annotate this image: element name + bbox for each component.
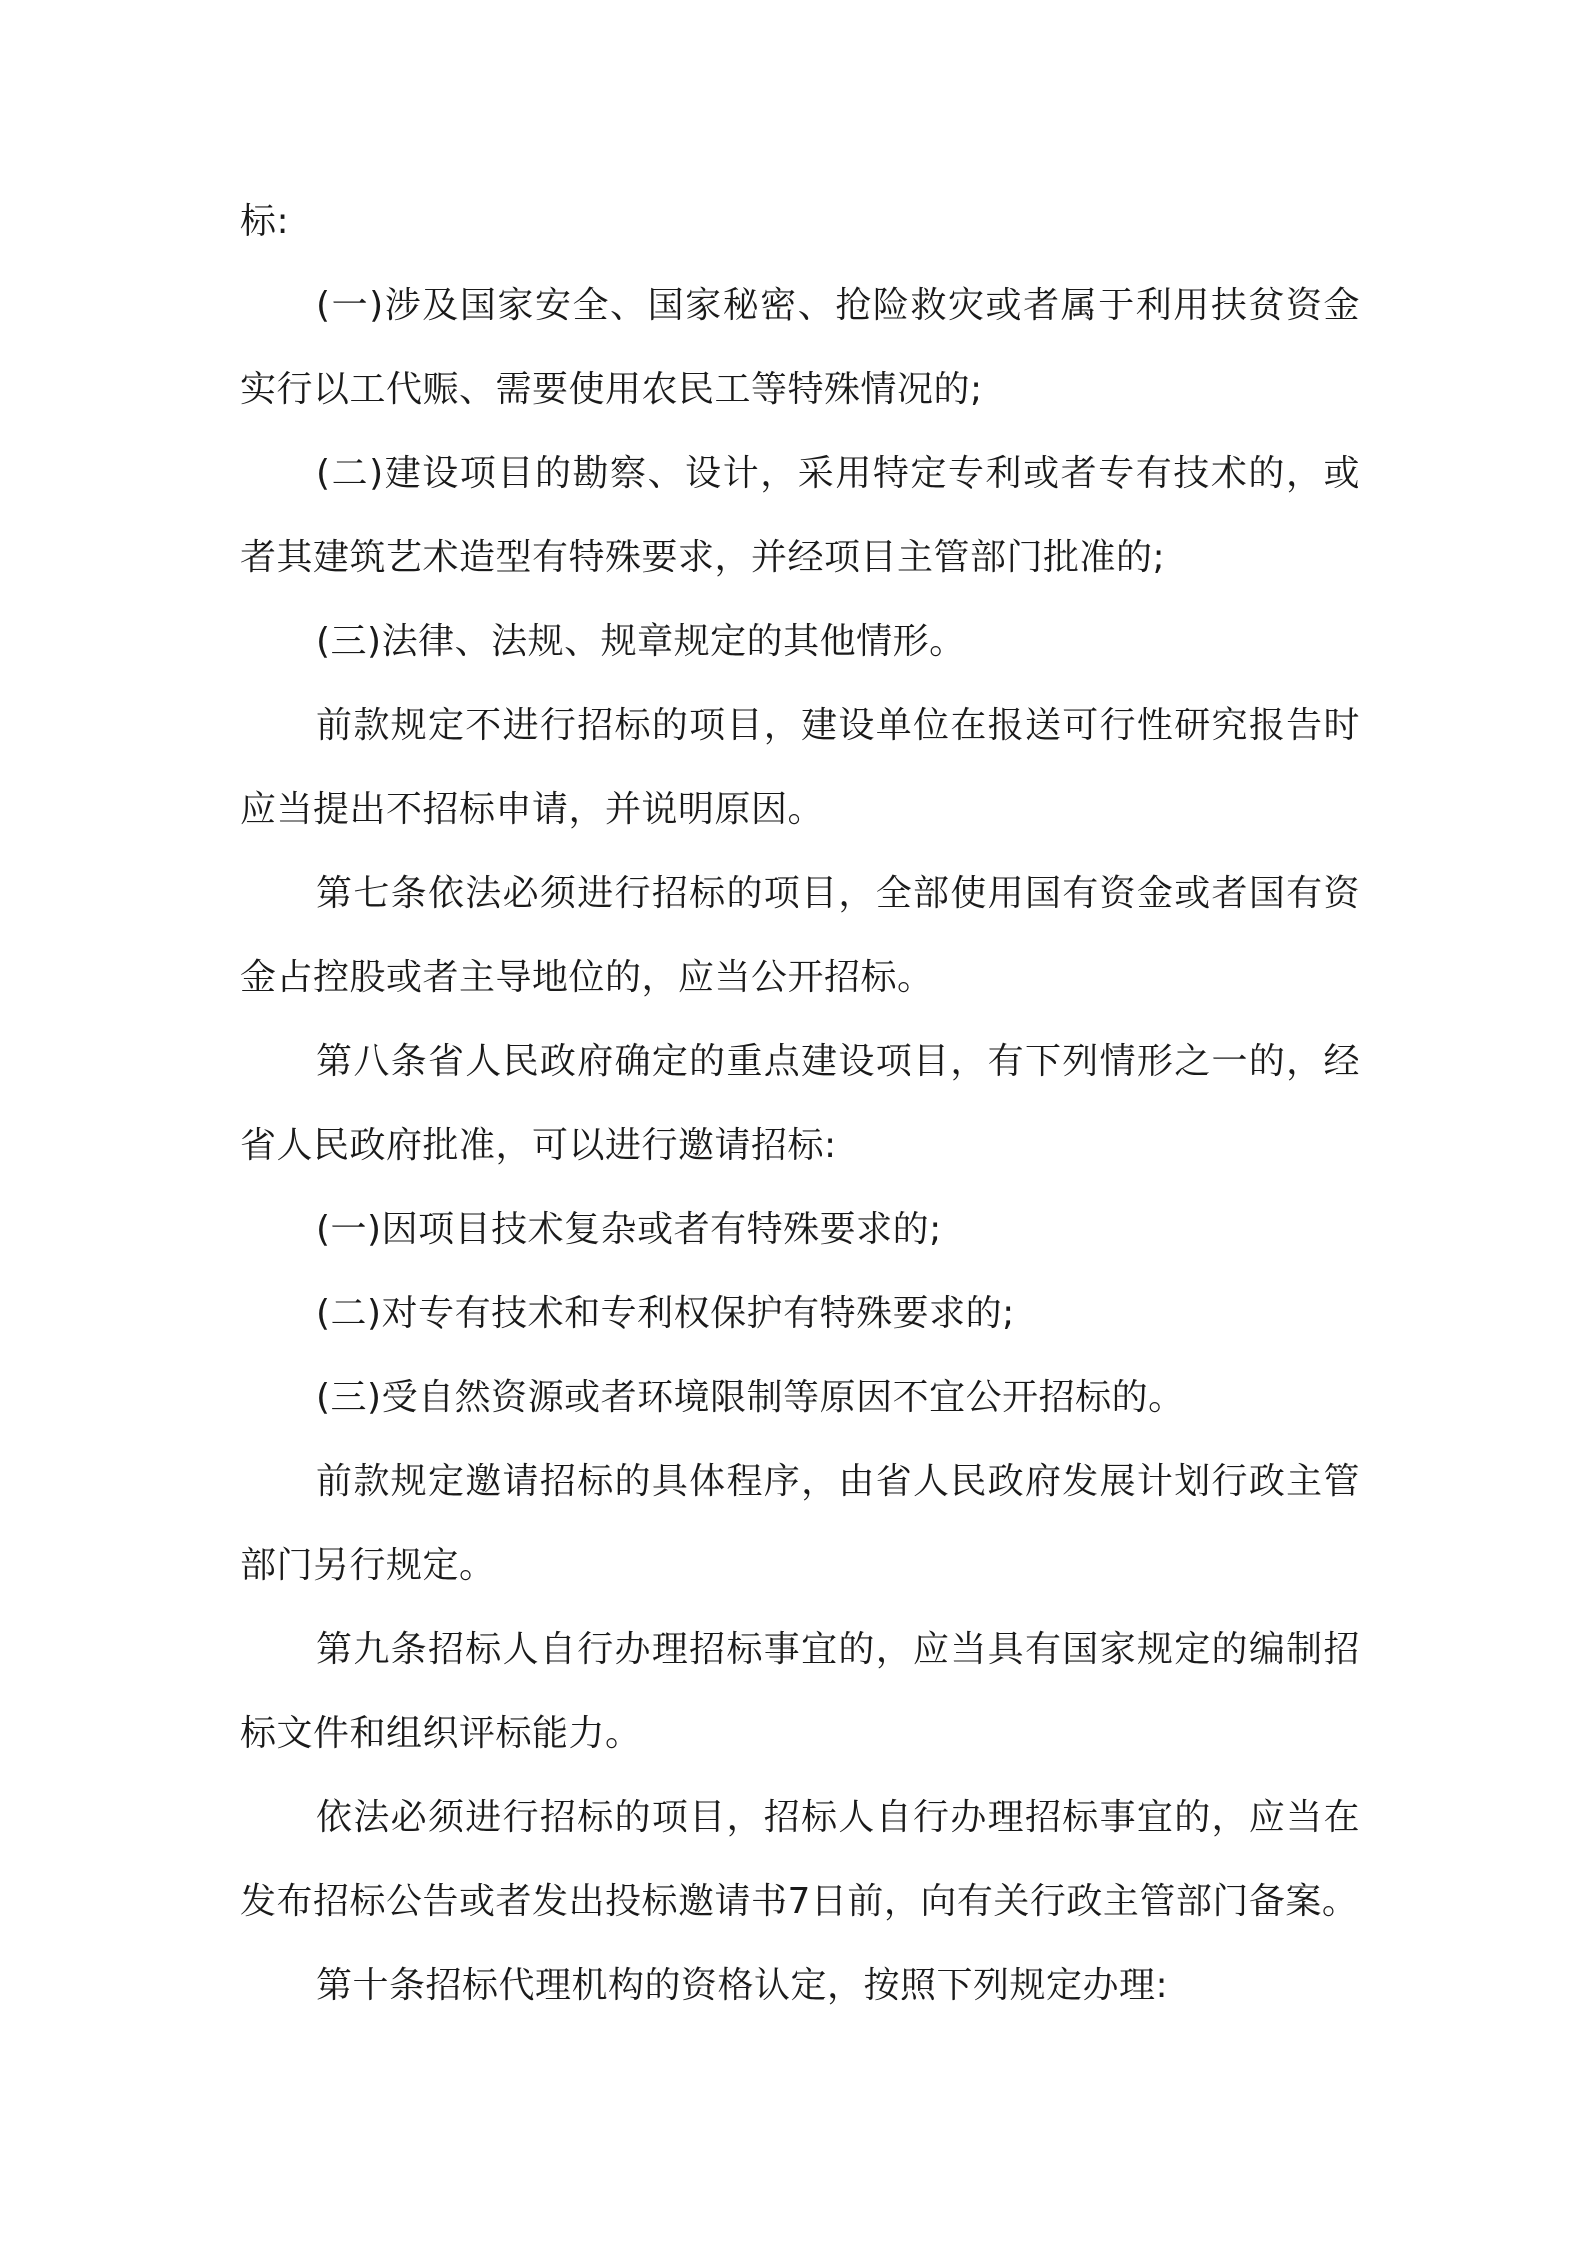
paragraph-9: (二)对专有技术和专利权保护有特殊要求的; xyxy=(316,1293,1015,1334)
paragraph-5: 前款规定不进行招标的项目，建设单位在报送可行性研究报告时应当提出不招标申请，并说明原因。 xyxy=(240,705,1360,830)
paragraph-13: 依法必须进行招标的项目，招标人自行办理招标事宜的，应当在发布招标公告或者发出投标邀请书7日前，向有关行政主管部门备案。 xyxy=(240,1797,1360,1922)
paragraph-7: 第八条省人民政府确定的重点建设项目，有下列情形之一的，经省人民政府批准，可以进行邀请招标: xyxy=(240,1041,1360,1166)
paragraph-12: 第九条招标人自行办理招标事宜的，应当具有国家规定的编制招标文件和组织评标能力。 xyxy=(240,1629,1360,1754)
paragraph-14: 第十条招标代理机构的资格认定，按照下列规定办理: xyxy=(316,1965,1169,2006)
body-text xyxy=(240,180,1360,2028)
paragraph-11: 前款规定邀请招标的具体程序，由省人民政府发展计划行政主管部门另行规定。 xyxy=(240,1461,1360,1586)
paragraph-3: (二)建设项目的勘察、设计，采用特定专利或者专有技术的，或者其建筑艺术造型有特殊要求，并经项目主管部门批准的; xyxy=(240,453,1360,578)
paragraph-1: 标: xyxy=(240,201,290,242)
paragraph-2: (一)涉及国家安全、国家秘密、抢险救灾或者属于利用扶贫资金实行以工代赈、需要使用农民工等特殊情况的; xyxy=(240,285,1360,410)
paragraph-4: (三)法律、法规、规章规定的其他情形。 xyxy=(316,621,966,662)
paragraph-8: (一)因项目技术复杂或者有特殊要求的; xyxy=(316,1209,942,1250)
paragraph-6: 第七条依法必须进行招标的项目，全部使用国有资金或者国有资金占控股或者主导地位的，应当公开招标。 xyxy=(240,873,1360,998)
paragraph-10: (三)受自然资源或者环境限制等原因不宜公开招标的。 xyxy=(316,1377,1185,1418)
